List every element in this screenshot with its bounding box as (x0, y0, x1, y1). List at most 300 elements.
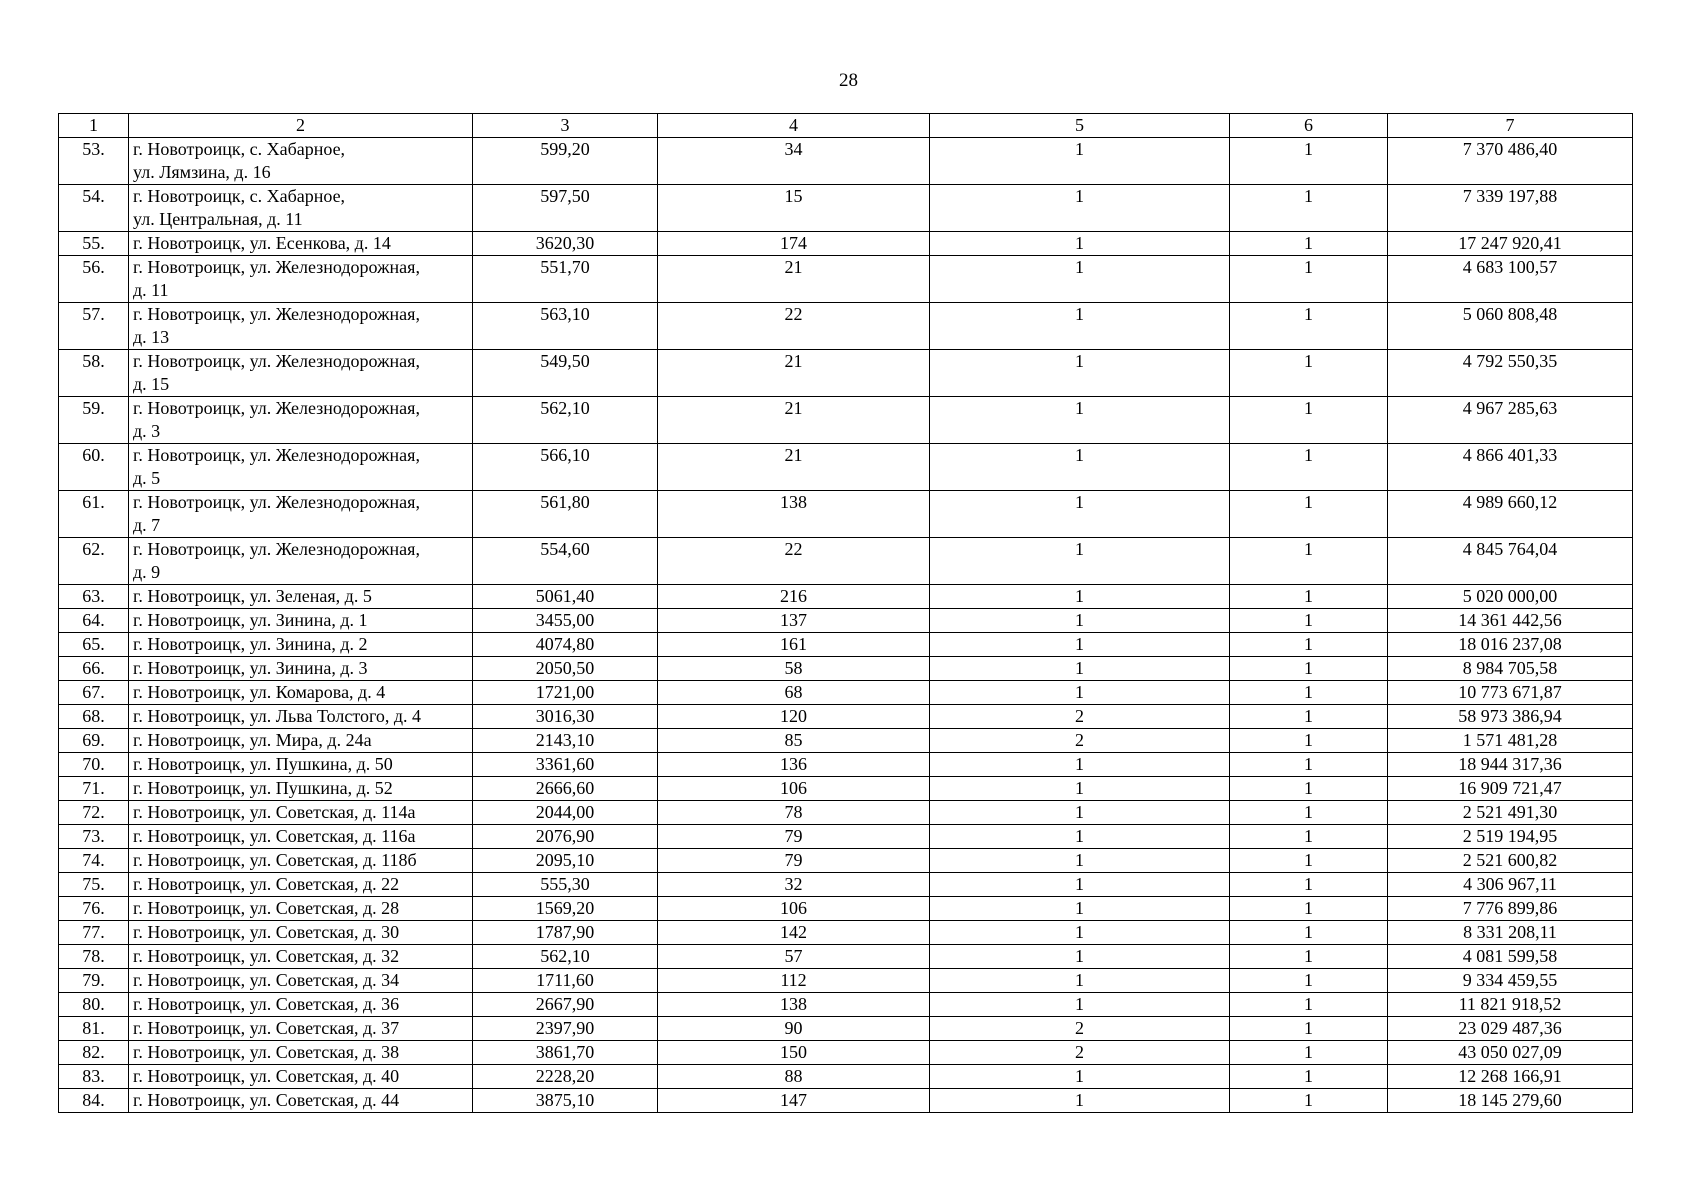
table-row (59, 633, 1633, 657)
column-7-cell: 9 334 459,55 (1388, 969, 1633, 993)
column-4-cell: 68 (658, 681, 930, 705)
column-3-cell: 2095,10 (473, 849, 658, 873)
column-5-cell: 1 (930, 945, 1230, 969)
table-row (59, 256, 1633, 303)
table-row (59, 538, 1633, 585)
address-line-1: г. Новотроицк, ул. Советская, д. 34 (133, 970, 400, 990)
address-cell (129, 945, 473, 969)
column-4-cell: 22 (658, 303, 930, 350)
column-4-cell: 161 (658, 633, 930, 657)
table-row (59, 849, 1633, 873)
row-number-cell: 53. (59, 138, 129, 185)
column-7-cell: 2 519 194,95 (1388, 825, 1633, 849)
row-number-cell: 82. (59, 1041, 129, 1065)
column-3-cell: 561,80 (473, 491, 658, 538)
column-3-cell: 3016,30 (473, 705, 658, 729)
column-7-cell: 23 029 487,36 (1388, 1017, 1633, 1041)
column-7-cell: 8 331 208,11 (1388, 921, 1633, 945)
column-4-cell: 85 (658, 729, 930, 753)
column-6-cell: 1 (1230, 993, 1388, 1017)
table-row (59, 657, 1633, 681)
column-7-cell: 5 060 808,48 (1388, 303, 1633, 350)
table-row (59, 491, 1633, 538)
column-4-cell: 106 (658, 897, 930, 921)
column-6-cell: 1 (1230, 1065, 1388, 1089)
address-line-2: ул. Центральная, д. 11 (133, 209, 303, 229)
column-6-cell: 1 (1230, 753, 1388, 777)
address-cell (129, 138, 473, 185)
address-line-1: г. Новотроицк, ул. Зинина, д. 1 (133, 610, 368, 630)
row-number-cell: 75. (59, 873, 129, 897)
address-line-1: г. Новотроицк, ул. Пушкина, д. 50 (133, 754, 393, 774)
row-number-cell: 78. (59, 945, 129, 969)
row-number-cell: 62. (59, 538, 129, 585)
column-4-cell: 79 (658, 849, 930, 873)
row-number-cell: 60. (59, 444, 129, 491)
column-7-cell: 2 521 491,30 (1388, 801, 1633, 825)
address-line-1: г. Новотроицк, ул. Железнодорожная, (133, 445, 420, 465)
column-header-2: 2 (129, 114, 473, 138)
column-6-cell: 1 (1230, 921, 1388, 945)
address-cell (129, 491, 473, 538)
address-cell (129, 1017, 473, 1041)
column-header-4: 4 (658, 114, 930, 138)
column-7-cell: 5 020 000,00 (1388, 585, 1633, 609)
column-6-cell: 1 (1230, 1017, 1388, 1041)
column-4-cell: 136 (658, 753, 930, 777)
row-number-cell: 67. (59, 681, 129, 705)
column-4-cell: 22 (658, 538, 930, 585)
table-row (59, 777, 1633, 801)
page-number: 28 (839, 70, 858, 91)
table-row (59, 729, 1633, 753)
address-line-2: д. 7 (133, 515, 161, 535)
column-5-cell: 1 (930, 681, 1230, 705)
column-header-3: 3 (473, 114, 658, 138)
column-4-cell: 57 (658, 945, 930, 969)
column-4-cell: 106 (658, 777, 930, 801)
column-6-cell: 1 (1230, 444, 1388, 491)
column-header-5: 5 (930, 114, 1230, 138)
table-row (59, 397, 1633, 444)
column-6-cell: 1 (1230, 585, 1388, 609)
address-line-2: д. 5 (133, 468, 161, 488)
column-7-cell: 8 984 705,58 (1388, 657, 1633, 681)
column-3-cell: 555,30 (473, 873, 658, 897)
address-cell (129, 801, 473, 825)
address-line-1: г. Новотроицк, ул. Советская, д. 22 (133, 874, 400, 894)
table-row (59, 609, 1633, 633)
column-7-cell: 4 306 967,11 (1388, 873, 1633, 897)
column-3-cell: 562,10 (473, 945, 658, 969)
column-3-cell: 2050,50 (473, 657, 658, 681)
column-6-cell: 1 (1230, 609, 1388, 633)
column-header-6: 6 (1230, 114, 1388, 138)
address-cell (129, 350, 473, 397)
address-line-1: г. Новотроицк, ул. Железнодорожная, (133, 257, 420, 277)
column-4-cell: 150 (658, 1041, 930, 1065)
column-7-cell: 4 967 285,63 (1388, 397, 1633, 444)
table-row (59, 825, 1633, 849)
address-line-1: г. Новотроицк, ул. Советская, д. 40 (133, 1066, 400, 1086)
row-number-cell: 74. (59, 849, 129, 873)
column-3-cell: 2667,90 (473, 993, 658, 1017)
column-7-cell: 4 792 550,35 (1388, 350, 1633, 397)
address-cell (129, 585, 473, 609)
column-6-cell: 1 (1230, 256, 1388, 303)
address-line-1: г. Новотроицк, ул. Есенкова, д. 14 (133, 233, 391, 253)
column-6-cell: 1 (1230, 945, 1388, 969)
column-3-cell: 5061,40 (473, 585, 658, 609)
row-number-cell: 77. (59, 921, 129, 945)
column-7-cell: 18 944 317,36 (1388, 753, 1633, 777)
column-3-cell: 1721,00 (473, 681, 658, 705)
column-3-cell: 2044,00 (473, 801, 658, 825)
column-3-cell: 566,10 (473, 444, 658, 491)
column-5-cell: 1 (930, 825, 1230, 849)
column-3-cell: 1569,20 (473, 897, 658, 921)
address-line-2: ул. Лямзина, д. 16 (133, 162, 271, 182)
address-line-1: г. Новотроицк, ул. Советская, д. 30 (133, 922, 400, 942)
column-4-cell: 32 (658, 873, 930, 897)
row-number-cell: 84. (59, 1089, 129, 1113)
address-line-2: д. 13 (133, 327, 170, 347)
address-line-1: г. Новотроицк, ул. Советская, д. 37 (133, 1018, 400, 1038)
row-number-cell: 70. (59, 753, 129, 777)
column-7-cell: 58 973 386,94 (1388, 705, 1633, 729)
column-3-cell: 2076,90 (473, 825, 658, 849)
address-cell (129, 633, 473, 657)
column-4-cell: 112 (658, 969, 930, 993)
address-line-2: д. 3 (133, 421, 161, 441)
column-5-cell: 1 (930, 444, 1230, 491)
column-6-cell: 1 (1230, 397, 1388, 444)
address-line-1: г. Новотроицк, ул. Зинина, д. 3 (133, 658, 368, 678)
address-line-1: г. Новотроицк, ул. Зинина, д. 2 (133, 634, 368, 654)
column-6-cell: 1 (1230, 801, 1388, 825)
table-row (59, 232, 1633, 256)
column-5-cell: 1 (930, 350, 1230, 397)
column-5-cell: 1 (930, 873, 1230, 897)
column-3-cell: 2397,90 (473, 1017, 658, 1041)
column-3-cell: 599,20 (473, 138, 658, 185)
address-cell (129, 921, 473, 945)
address-line-1: г. Новотроицк, ул. Железнодорожная, (133, 304, 420, 324)
address-cell (129, 1041, 473, 1065)
table-row (59, 705, 1633, 729)
address-cell (129, 609, 473, 633)
table-body (59, 114, 1633, 1113)
column-5-cell: 1 (930, 897, 1230, 921)
column-5-cell: 1 (930, 753, 1230, 777)
table-row (59, 969, 1633, 993)
column-7-cell: 16 909 721,47 (1388, 777, 1633, 801)
address-cell (129, 897, 473, 921)
column-6-cell: 1 (1230, 849, 1388, 873)
column-7-cell: 43 050 027,09 (1388, 1041, 1633, 1065)
column-6-cell: 1 (1230, 825, 1388, 849)
column-5-cell: 1 (930, 993, 1230, 1017)
column-4-cell: 79 (658, 825, 930, 849)
address-line-1: г. Новотроицк, ул. Советская, д. 44 (133, 1090, 400, 1110)
column-5-cell: 1 (930, 1065, 1230, 1089)
row-number-cell: 56. (59, 256, 129, 303)
table-row (59, 444, 1633, 491)
column-4-cell: 15 (658, 185, 930, 232)
table-row (59, 873, 1633, 897)
address-cell (129, 873, 473, 897)
column-4-cell: 90 (658, 1017, 930, 1041)
table-row (59, 945, 1633, 969)
column-7-cell: 12 268 166,91 (1388, 1065, 1633, 1089)
column-6-cell: 1 (1230, 777, 1388, 801)
column-7-cell: 11 821 918,52 (1388, 993, 1633, 1017)
address-line-1: г. Новотроицк, ул. Советская, д. 36 (133, 994, 400, 1014)
address-line-1: г. Новотроицк, ул. Советская, д. 118б (133, 850, 417, 870)
column-4-cell: 120 (658, 705, 930, 729)
address-line-1: г. Новотроицк, ул. Железнодорожная, (133, 351, 420, 371)
column-4-cell: 78 (658, 801, 930, 825)
column-6-cell: 1 (1230, 633, 1388, 657)
data-table (58, 113, 1633, 1113)
column-7-cell: 17 247 920,41 (1388, 232, 1633, 256)
column-3-cell: 2228,20 (473, 1065, 658, 1089)
address-cell (129, 1065, 473, 1089)
address-cell (129, 657, 473, 681)
column-6-cell: 1 (1230, 657, 1388, 681)
address-line-1: г. Новотроицк, ул. Льва Толстого, д. 4 (133, 706, 422, 726)
column-3-cell: 1787,90 (473, 921, 658, 945)
column-header-7: 7 (1388, 114, 1633, 138)
address-line-2: д. 11 (133, 280, 169, 300)
column-4-cell: 21 (658, 397, 930, 444)
column-4-cell: 147 (658, 1089, 930, 1113)
column-4-cell: 142 (658, 921, 930, 945)
address-cell (129, 729, 473, 753)
row-number-cell: 79. (59, 969, 129, 993)
column-4-cell: 138 (658, 993, 930, 1017)
column-5-cell: 1 (930, 585, 1230, 609)
address-cell (129, 256, 473, 303)
column-6-cell: 1 (1230, 897, 1388, 921)
column-7-cell: 7 339 197,88 (1388, 185, 1633, 232)
row-number-cell: 63. (59, 585, 129, 609)
address-line-1: г. Новотроицк, ул. Советская, д. 116а (133, 826, 416, 846)
column-3-cell: 551,70 (473, 256, 658, 303)
column-4-cell: 216 (658, 585, 930, 609)
column-6-cell: 1 (1230, 538, 1388, 585)
column-4-cell: 21 (658, 256, 930, 303)
column-5-cell: 1 (930, 138, 1230, 185)
address-line-1: г. Новотроицк, ул. Железнодорожная, (133, 398, 420, 418)
column-6-cell: 1 (1230, 1041, 1388, 1065)
column-3-cell: 4074,80 (473, 633, 658, 657)
table-row (59, 801, 1633, 825)
column-5-cell: 2 (930, 705, 1230, 729)
column-5-cell: 1 (930, 397, 1230, 444)
column-3-cell: 563,10 (473, 303, 658, 350)
column-3-cell: 597,50 (473, 185, 658, 232)
column-6-cell: 1 (1230, 1089, 1388, 1113)
row-number-cell: 76. (59, 897, 129, 921)
column-5-cell: 1 (930, 609, 1230, 633)
column-6-cell: 1 (1230, 873, 1388, 897)
address-cell (129, 969, 473, 993)
column-4-cell: 88 (658, 1065, 930, 1089)
column-3-cell: 1711,60 (473, 969, 658, 993)
address-line-1: г. Новотроицк, ул. Советская, д. 32 (133, 946, 400, 966)
column-5-cell: 1 (930, 303, 1230, 350)
table-row (59, 921, 1633, 945)
row-number-cell: 69. (59, 729, 129, 753)
address-cell (129, 185, 473, 232)
address-line-1: г. Новотроицк, ул. Зеленая, д. 5 (133, 586, 372, 606)
address-line-1: г. Новотроицк, ул. Мира, д. 24а (133, 730, 372, 750)
column-6-cell: 1 (1230, 138, 1388, 185)
column-5-cell: 1 (930, 969, 1230, 993)
column-6-cell: 1 (1230, 491, 1388, 538)
address-cell (129, 397, 473, 444)
table-row (59, 585, 1633, 609)
address-cell (129, 825, 473, 849)
column-5-cell: 2 (930, 1017, 1230, 1041)
table-row (59, 993, 1633, 1017)
address-cell (129, 777, 473, 801)
column-5-cell: 2 (930, 1041, 1230, 1065)
address-line-1: г. Новотроицк, ул. Пушкина, д. 52 (133, 778, 393, 798)
column-5-cell: 1 (930, 633, 1230, 657)
column-5-cell: 2 (930, 729, 1230, 753)
table-row (59, 303, 1633, 350)
column-header-1: 1 (59, 114, 129, 138)
row-number-cell: 54. (59, 185, 129, 232)
row-number-cell: 65. (59, 633, 129, 657)
column-6-cell: 1 (1230, 729, 1388, 753)
column-7-cell: 4 683 100,57 (1388, 256, 1633, 303)
column-7-cell: 4 081 599,58 (1388, 945, 1633, 969)
column-4-cell: 34 (658, 138, 930, 185)
column-6-cell: 1 (1230, 681, 1388, 705)
column-7-cell: 18 016 237,08 (1388, 633, 1633, 657)
address-line-1: г. Новотроицк, ул. Комарова, д. 4 (133, 682, 386, 702)
column-5-cell: 1 (930, 921, 1230, 945)
row-number-cell: 80. (59, 993, 129, 1017)
column-4-cell: 58 (658, 657, 930, 681)
column-3-cell: 3861,70 (473, 1041, 658, 1065)
address-cell (129, 753, 473, 777)
column-4-cell: 174 (658, 232, 930, 256)
address-line-1: г. Новотроицк, с. Хабарное, (133, 139, 346, 159)
column-6-cell: 1 (1230, 303, 1388, 350)
table-row (59, 185, 1633, 232)
column-7-cell: 1 571 481,28 (1388, 729, 1633, 753)
table-row (59, 681, 1633, 705)
column-5-cell: 1 (930, 801, 1230, 825)
address-cell (129, 681, 473, 705)
row-number-cell: 57. (59, 303, 129, 350)
column-7-cell: 2 521 600,82 (1388, 849, 1633, 873)
row-number-cell: 59. (59, 397, 129, 444)
column-7-cell: 4 989 660,12 (1388, 491, 1633, 538)
address-line-2: д. 9 (133, 562, 161, 582)
column-3-cell: 554,60 (473, 538, 658, 585)
address-cell (129, 705, 473, 729)
table-row (59, 1065, 1633, 1089)
column-4-cell: 138 (658, 491, 930, 538)
table-row (59, 897, 1633, 921)
header-row (59, 114, 1633, 138)
table-row (59, 1089, 1633, 1113)
column-3-cell: 562,10 (473, 397, 658, 444)
column-5-cell: 1 (930, 491, 1230, 538)
address-cell (129, 232, 473, 256)
column-4-cell: 21 (658, 444, 930, 491)
column-3-cell: 3875,10 (473, 1089, 658, 1113)
table-row (59, 1017, 1633, 1041)
column-7-cell: 4 845 764,04 (1388, 538, 1633, 585)
row-number-cell: 66. (59, 657, 129, 681)
column-5-cell: 1 (930, 849, 1230, 873)
address-cell (129, 538, 473, 585)
address-line-1: г. Новотроицк, ул. Железнодорожная, (133, 539, 420, 559)
column-5-cell: 1 (930, 1089, 1230, 1113)
table-row (59, 138, 1633, 185)
column-5-cell: 1 (930, 657, 1230, 681)
address-cell (129, 993, 473, 1017)
column-7-cell: 14 361 442,56 (1388, 609, 1633, 633)
column-6-cell: 1 (1230, 232, 1388, 256)
address-line-1: г. Новотроицк, ул. Советская, д. 38 (133, 1042, 400, 1062)
column-5-cell: 1 (930, 232, 1230, 256)
column-3-cell: 2143,10 (473, 729, 658, 753)
address-cell (129, 444, 473, 491)
table-row (59, 753, 1633, 777)
address-cell (129, 1089, 473, 1113)
column-5-cell: 1 (930, 538, 1230, 585)
column-6-cell: 1 (1230, 705, 1388, 729)
column-4-cell: 21 (658, 350, 930, 397)
row-number-cell: 61. (59, 491, 129, 538)
column-3-cell: 3620,30 (473, 232, 658, 256)
column-3-cell: 3361,60 (473, 753, 658, 777)
column-7-cell: 7 776 899,86 (1388, 897, 1633, 921)
address-line-1: г. Новотроицк, ул. Советская, д. 28 (133, 898, 400, 918)
row-number-cell: 58. (59, 350, 129, 397)
address-line-1: г. Новотроицк, ул. Советская, д. 114а (133, 802, 416, 822)
column-7-cell: 18 145 279,60 (1388, 1089, 1633, 1113)
row-number-cell: 64. (59, 609, 129, 633)
address-cell (129, 849, 473, 873)
row-number-cell: 81. (59, 1017, 129, 1041)
row-number-cell: 72. (59, 801, 129, 825)
column-7-cell: 4 866 401,33 (1388, 444, 1633, 491)
column-6-cell: 1 (1230, 350, 1388, 397)
column-7-cell: 7 370 486,40 (1388, 138, 1633, 185)
row-number-cell: 73. (59, 825, 129, 849)
column-5-cell: 1 (930, 185, 1230, 232)
table-row (59, 350, 1633, 397)
address-line-1: г. Новотроицк, с. Хабарное, (133, 186, 346, 206)
column-5-cell: 1 (930, 777, 1230, 801)
row-number-cell: 68. (59, 705, 129, 729)
row-number-cell: 83. (59, 1065, 129, 1089)
column-3-cell: 3455,00 (473, 609, 658, 633)
address-cell (129, 303, 473, 350)
address-line-1: г. Новотроицк, ул. Железнодорожная, (133, 492, 420, 512)
column-6-cell: 1 (1230, 969, 1388, 993)
row-number-cell: 71. (59, 777, 129, 801)
address-line-2: д. 15 (133, 374, 170, 394)
